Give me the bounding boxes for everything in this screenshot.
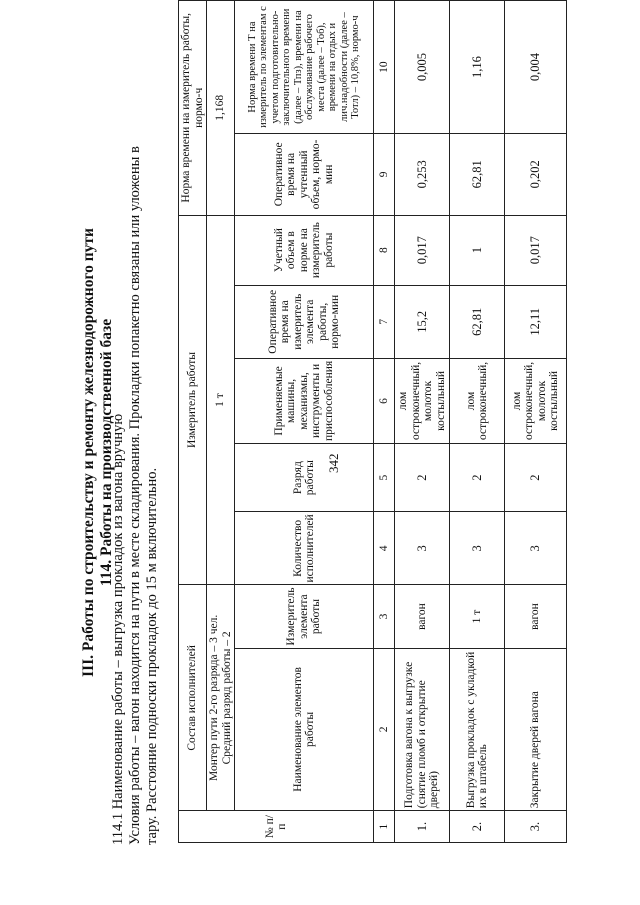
row-element-name: Подготовка вагона к выгрузке (снятие пломб и открытие дверей) [395, 648, 450, 811]
col-number: 2 [374, 648, 395, 811]
col-number: 6 [374, 358, 395, 443]
col-number: 10 [374, 1, 395, 134]
table-row [395, 1, 450, 843]
row-volume: 1 [450, 215, 505, 285]
row-norm-time: 0,005 [395, 1, 450, 134]
row-op-time: 15,2 [395, 285, 450, 358]
avg-rank-line: Средний разряд работы – 2 [220, 631, 233, 765]
row-element-name: Закрытие дверей вагона [505, 648, 567, 811]
row-num: 1. [395, 811, 450, 843]
header-norm-total: 1,168 [207, 1, 235, 216]
header-element-meter: Измеритель элемента работы [235, 585, 374, 648]
row-norm-time: 0,004 [505, 1, 567, 134]
row-element-meter: вагон [395, 585, 450, 648]
intro-conditions: Условия работы – вагон находится на пути в месте складирования. Прокладки попакетно связаны или уложены в [127, 146, 143, 845]
crew-line: Монтер пути 2-го разряда – 3 чел. [208, 614, 220, 781]
row-workers-count: 3 [395, 512, 450, 585]
table-row [450, 1, 505, 843]
row-workers-count: 3 [450, 512, 505, 585]
row-rank: 2 [395, 444, 450, 512]
header-norm-time: Норма времени Т на измеритель по элементам с учетом подготовительно-заключительного времени (далее – Тпз), времени на обслуживание рабочего места (далее – Тоб), времени на отдых и лич.надобности (далее – Тотл) – 10,8%, нормо-ч [235, 1, 374, 134]
row-num: 2. [450, 811, 505, 843]
intro-work-name: 114.1 Наименование работы – выгрузка прокладок из вагона вручную [110, 413, 126, 845]
row-tools: лом остроконечный, [450, 358, 505, 443]
row-op-time: 62,81 [450, 285, 505, 358]
row-tools: лом остроконечный, молоток костыльный [505, 358, 567, 443]
header-meter-value: 1 т [207, 215, 235, 585]
col-number: 7 [374, 285, 395, 358]
row-element-meter: 1 т [450, 585, 505, 648]
row-element-meter: вагон [505, 585, 567, 648]
row-volume: 0,017 [395, 215, 450, 285]
intro-conditions-cont: тару. Расстояние подноски прокладок до 15 м включительно. [144, 467, 160, 845]
col-number: 8 [374, 215, 395, 285]
row-tools: лом остроконечный, молоток костыльный [395, 358, 450, 443]
row-op-time: 12,11 [505, 285, 567, 358]
header-rank: Разряд работы [235, 444, 374, 512]
header-num: № п/п [179, 811, 374, 843]
header-workers-count: Количество исполнителей [235, 512, 374, 585]
row-volume: 0,017 [505, 215, 567, 285]
page-number: 342 [326, 453, 341, 473]
col-number: 4 [374, 512, 395, 585]
row-rank: 2 [450, 444, 505, 512]
norm-table [178, 0, 567, 843]
header-crew [207, 585, 235, 811]
row-element-name: Выгрузка прокладок с укладкой их в штабель [450, 648, 505, 811]
row-rank: 2 [505, 444, 567, 512]
header-composition: Состав исполнителей [179, 585, 207, 811]
col-number: 3 [374, 585, 395, 648]
row-op-time-vol: 0,253 [395, 134, 450, 215]
header-volume: Учетный объем в норме на измеритель работы [235, 215, 374, 285]
header-element-name: Наименование элементов работы [235, 648, 374, 811]
header-tools: Применяемые машины, механизмы, инструменты и приспособления [235, 358, 374, 443]
col-number: 1 [374, 811, 395, 843]
row-num: 3. [505, 811, 567, 843]
table-row [505, 1, 567, 843]
col-number: 9 [374, 134, 395, 215]
header-norm: Норма времени на измеритель работы, нормо-ч [179, 1, 207, 216]
row-op-time-vol: 0,202 [505, 134, 567, 215]
section-heading: III. Работы по строительству и ремонту железнодорожного пути [80, 228, 97, 677]
header-op-time-vol: Оперативное время на учтенный объем, нормо-мин [235, 134, 374, 215]
row-op-time-vol: 62,81 [450, 134, 505, 215]
row-workers-count: 3 [505, 512, 567, 585]
header-op-time: Оперативное время на измеритель элемента работы, нормо-мин [235, 285, 374, 358]
subsection-heading: 114. Работы на производственной базе [98, 318, 115, 587]
row-norm-time: 1,16 [450, 1, 505, 134]
header-meter: Измеритель работы [179, 215, 207, 585]
col-number: 5 [374, 444, 395, 512]
